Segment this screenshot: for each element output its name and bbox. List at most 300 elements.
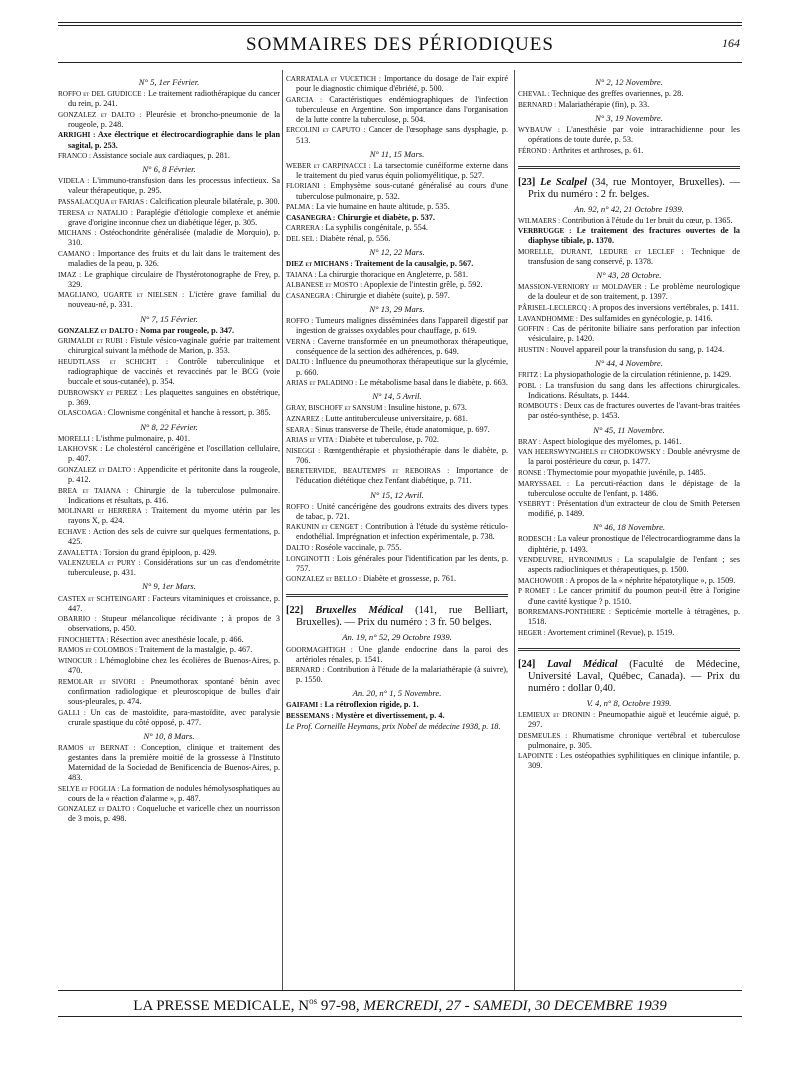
article-authors: MOLINARI et HERRERA : — [58, 507, 148, 516]
article-authors: LONGINOTTI : — [286, 554, 335, 563]
journal-heading — [518, 177, 740, 201]
article-authors: DALTO : — [286, 544, 314, 553]
article-title: Résection avec anesthésie locale, p. 466. — [110, 634, 244, 644]
article-entry — [58, 444, 280, 464]
article-title: Importance du dosage de l'air expiré pour le diagnostic chimique d'ébriété, p. 500. — [296, 74, 509, 94]
article-entry — [286, 543, 508, 553]
article-entry — [286, 181, 508, 201]
article-authors: CHEVAL : — [518, 90, 550, 99]
article-title: Torsion du grand épiploon, p. 429. — [103, 547, 217, 557]
article-entry — [58, 614, 280, 634]
article-title: Le cancer primitif du poumon peut-il être à l'origine d'une cavité kystique ? p. 1510. — [528, 586, 741, 606]
article-authors: ARIAS et PALADINO : — [286, 379, 358, 388]
section-divider — [518, 648, 740, 651]
article-title: Noma par rougeole, p. 347. — [140, 325, 235, 335]
article-authors: GONZALEZ et DALTO : — [58, 805, 135, 814]
article-title: Diabète rénal, p. 556. — [319, 233, 391, 243]
article-authors: MORELLI : — [58, 434, 94, 443]
article-title: L'hémoglobine chez les écolières de Buenos-Aires, p. 470. — [68, 656, 280, 676]
article-authors: DIEZ et MICHANS : — [286, 260, 353, 269]
article-authors: ROFFO et DEL GIUDICCE : — [58, 90, 146, 99]
article-title: Unité cancérigène des goudrons extraits des divers types de tabac, p. 721. — [296, 501, 508, 521]
article-title: Présentation d'un extracteur de clou de Smith Petersen modifié, p. 1489. — [528, 499, 741, 519]
article-authors: REMOLAR et SIVORI : — [58, 677, 144, 686]
article-authors: GONZALEZ et DALTO : — [58, 326, 138, 335]
column-1 — [58, 74, 280, 825]
issue-date: N° 10, 8 Mars. — [143, 730, 195, 741]
article-entry — [286, 337, 508, 357]
article-title: Rœntgenthérapie et physiothérapie dans le diabète, p. 706. — [296, 445, 508, 465]
issue-date: An. 92, n° 42, 21 Octobre 1939. — [574, 203, 684, 214]
article-entry — [58, 270, 280, 290]
article-entry — [286, 202, 508, 212]
article-title: La percuti-réaction dans le dépistage de la tuberculose occulte de l'enfant, p. 1486. — [528, 478, 740, 498]
article-authors: BERNARD : — [518, 100, 557, 109]
article-entry — [58, 784, 280, 804]
article-title: Le traitement radiothérapique du cancer du rein, p. 241. — [68, 89, 280, 109]
issue-date: N° 12, 22 Mars. — [369, 247, 425, 257]
article-title: Contribution à l'étude du système réticulo-endothélial. Imprégnation et infection expérimentale, p. 738. — [296, 522, 508, 542]
article-entry — [286, 95, 508, 125]
article-authors: GONZALEZ et DALTO : — [58, 110, 142, 119]
article-authors: HUSTIN : — [518, 345, 549, 354]
article-entry — [518, 607, 740, 627]
article-entry — [58, 548, 280, 558]
article-title: Un cas de mastoïdite, para-mastoïdite, avec paralysie crurale spastique du côté opposé, p. 477. — [68, 707, 280, 727]
article-entry — [58, 151, 280, 161]
footer-date: MERCREDI, 27 - SAMEDI, 30 DECEMBRE 1939 — [363, 998, 667, 1014]
article-entry — [286, 223, 508, 233]
article-authors: RAMOS et COLOMBOS : — [58, 646, 137, 655]
article-title: Les ostéopathies syphilitiques en clinique infantile, p. 309. — [528, 751, 741, 771]
article-title: Le problème neurologique de la douleur et de son traitement, p. 1397. — [528, 282, 741, 302]
article-title: La chirurgie thoracique en Angleterre, p. 581. — [318, 269, 469, 279]
article-title: Avortement criminel (Revue), p. 1519. — [547, 627, 675, 637]
article-authors: ROFFO : — [286, 502, 314, 511]
article-title: Deux cas de fractures ouvertes de l'avant-bras traitées par ostéo-synthèse, p. 1453. — [528, 401, 740, 421]
article-authors: FLORIANI : — [286, 182, 326, 191]
article-authors: DALTO : — [286, 358, 314, 367]
article-authors: AZNAREZ : — [286, 414, 324, 423]
article-authors: BERETERVIDE, BEAUTEMPS et REBOIRAS : — [286, 467, 450, 476]
article-entry — [518, 468, 740, 478]
article-entry: Le Prof. Corneille Heymans, prix Nobel de médecine 1938, p. 18. — [286, 721, 501, 731]
article-authors: ARRIGHI : — [58, 131, 96, 140]
article-entry — [518, 282, 740, 302]
article-entry — [518, 216, 740, 226]
article-title: Fistule vésico-vaginale guérie par traitement chirurgical suivant la méthode de Marion, p. 353. — [68, 336, 280, 356]
article-title: Malariathérapie (fin), p. 33. — [558, 99, 650, 109]
article-entry — [286, 700, 508, 710]
article-authors: CARRERA : — [286, 224, 324, 233]
issue-date: N° 3, 19 Novembre. — [595, 112, 663, 123]
article-title: Coqueluche et varicelle chez un nourrisson de 3 mois, p. 498. — [68, 804, 280, 824]
article-entry — [286, 213, 508, 223]
footer-sup: os — [309, 996, 318, 1006]
article-entry — [58, 558, 280, 578]
article-entry — [286, 446, 508, 466]
article-entry — [518, 751, 740, 771]
journal-info: (141, rue Belliart, Bruxelles). — Prix du numéro : 3 fr. 50 belges. — [296, 605, 508, 629]
footer-rule — [58, 990, 742, 991]
article-title: Sinus transverse de Theile, étude anatomique, p. 697. — [315, 424, 490, 434]
article-entry — [58, 388, 280, 408]
article-authors: MICHANS : — [58, 229, 97, 238]
article-title: A propos de la « néphrite hépatotylique », p. 1509. — [569, 575, 736, 585]
article-authors: ROFFO : — [286, 317, 314, 326]
article-title: Apoplexie de l'intestin grêle, p. 592. — [363, 280, 483, 290]
article-authors: WYBAUW : — [518, 125, 560, 134]
article-entry — [286, 554, 508, 574]
article-entry — [58, 656, 280, 676]
column-3 — [518, 74, 740, 772]
article-authors: RODESCH : — [518, 535, 556, 544]
article-entry — [58, 527, 280, 547]
article-authors: MORELLE, DURANT, LEDURE et LECLEF : — [518, 248, 684, 257]
article-title: L'anesthésie par voie intrarachidienne pour les opérations de toute durée, p. 53. — [528, 124, 740, 144]
article-authors: FINOCHIETTA : — [58, 635, 109, 644]
article-authors: RONSE : — [518, 468, 546, 477]
article-title: Pleurésie et broncho-pneumonie de la rougeole, p. 248. — [68, 109, 280, 129]
journal-info: (34, rue Montoyer, Bruxelles). — Prix du numéro : 2 fr. belges. — [528, 176, 740, 200]
article-title: Contribution à l'étude de la malariathérapie (à suivre), p. 1550. — [296, 665, 509, 685]
article-authors: ARIAS et VITA : — [286, 436, 338, 445]
article-title: Lutte antituberculeuse universitaire, p. 681. — [325, 413, 468, 423]
article-entry — [286, 74, 508, 94]
article-entry — [518, 534, 740, 554]
article-title: Rhumatisme chronique vertébral et tuberculose pulmonaire, p. 305. — [528, 730, 741, 750]
issue-date: N° 43, 28 Octobre. — [596, 270, 662, 281]
article-authors: BERNARD : — [286, 666, 325, 675]
article-title: Appendicite et péritonite dans la rougeole, p. 412. — [68, 464, 280, 484]
article-title: Traitement de la mastalgie, p. 467. — [138, 645, 253, 655]
article-title: Nouvel appareil pour la transfusion du sang, p. 1424. — [550, 344, 725, 354]
article-title: Pneumopathie aiguë et leucémie aiguë, p. 297. — [528, 710, 740, 730]
article-entry — [58, 130, 280, 150]
article-entry — [58, 434, 280, 444]
header-rule — [58, 62, 742, 63]
article-authors: GONZALEZ et DALTO : — [58, 465, 136, 474]
article-entry — [518, 247, 740, 267]
issue-date: N° 46, 18 Novembre. — [592, 522, 666, 533]
article-entry — [518, 125, 740, 145]
article-entry — [286, 357, 508, 377]
article-title: Chirurgie de la tuberculose pulmonaire. Indications et résultats, p. 416. — [68, 485, 280, 505]
article-entry — [286, 665, 508, 685]
article-title: Facteurs vitaminiques et croissance, p. 447. — [68, 593, 280, 613]
article-title: Importance de l'éducation diététique chez l'enfant diabétique, p. 711. — [296, 466, 509, 486]
article-authors: VALENZUELA et PURY : — [58, 559, 141, 568]
article-entry — [518, 628, 740, 638]
article-entry — [58, 228, 280, 248]
article-authors: GOFFIN : — [518, 325, 550, 334]
article-entry — [58, 594, 280, 614]
article-authors: WINOCUR : — [58, 657, 97, 666]
article-entry — [58, 89, 280, 109]
article-entry — [58, 290, 280, 310]
article-title: La tarsectomie cunéiforme externe dans le traitement du pied varus équin poliomyélitique, p. 527. — [296, 160, 509, 180]
journal-name: Le Scalpel — [540, 176, 587, 188]
article-title: Traitement de la causalgie, p. 567. — [354, 259, 474, 269]
article-title: La physiopathologie de la circulation rétinienne, p. 1429. — [543, 370, 732, 380]
article-title: Septicémie mortelle à tétragènes, p. 1518. — [528, 607, 740, 627]
article-entry — [286, 435, 508, 445]
article-entry — [518, 345, 740, 355]
article-authors: LEMIEUX et DRONIN : — [518, 711, 596, 719]
article-authors: MACHOWOIR : — [518, 576, 568, 585]
issue-date: N° 14, 5 Avril. — [372, 391, 422, 402]
article-entry — [518, 370, 740, 380]
article-title: La transfusion du sang dans les affections chirurgicales. Indications. Résultats, p. 1444. — [528, 380, 740, 400]
article-entry — [286, 270, 508, 280]
article-title: Clownisme congénital et hanche à ressort, p. 385. — [107, 408, 271, 418]
article-authors: OBARRIO : — [58, 615, 97, 624]
article-authors: LAPOINTE : — [518, 752, 558, 761]
issue-date: N° 13, 29 Mars. — [369, 303, 425, 314]
article-title: Le traitement des fractures ouvertes de la diaphyse tibiale, p. 1370. — [528, 226, 740, 246]
article-entry — [286, 234, 508, 244]
article-title: La vie humaine en haute altitude, p. 535. — [315, 202, 450, 212]
article-authors: BRAY : — [518, 437, 541, 446]
issue-date: N° 15, 12 Avril. — [370, 489, 424, 500]
article-authors: HEGER : — [518, 628, 546, 637]
article-authors: DEL SEL : — [286, 234, 318, 243]
section-divider — [286, 594, 508, 597]
column-separator-1 — [282, 70, 283, 990]
article-title: La rétroflexion rigide, p. 1. — [324, 700, 419, 710]
article-authors: FRITZ : — [518, 371, 542, 380]
article-authors: GALLI : — [58, 708, 86, 717]
article-authors: P ROMET : — [518, 587, 556, 596]
article-authors: DESMEULES : — [518, 731, 568, 740]
article-authors: ZAVALETTA : — [58, 548, 102, 557]
footer-journal: LA PRESSE MEDICALE, N — [133, 998, 310, 1014]
issue-date: V. 4, n° 8, Octobre 1939. — [586, 697, 672, 708]
article-title: La formation de nodules hémolysosphatiques au cours de la « réaction d'alarme », p. 487. — [68, 783, 280, 803]
article-authors: GRAY, BISCHOFF et SANSUM : — [286, 404, 387, 413]
article-title: L'isthme pulmonaire, p. 401. — [95, 433, 191, 443]
article-authors: CASTEX et SCHTEINGART : — [58, 594, 150, 603]
article-entry — [518, 479, 740, 499]
article-authors: VENDEUVRE, HYRONIMUS : — [518, 556, 620, 565]
issue-date: N° 45, 11 Novembre. — [593, 424, 665, 435]
article-authors: CAMANO : — [58, 250, 95, 258]
footer-rule-2 — [58, 1016, 742, 1017]
article-title: Ostéochondrite généralisée (maladie de Morquio), p. 310. — [68, 228, 281, 248]
article-title: Le métabolisme basal dans le diabète, p. 663. — [359, 378, 508, 388]
article-entry — [286, 280, 508, 290]
article-authors: POBL : — [518, 381, 542, 390]
article-title: Assistance sociale aux cardiaques, p. 281. — [92, 151, 230, 161]
issue-date: N° 11, 15 Mars. — [369, 148, 425, 159]
article-authors: TAIANA : — [286, 270, 317, 279]
article-authors: SEARA : — [286, 425, 313, 434]
article-authors: GAIFAMI : — [286, 701, 323, 710]
article-authors: ECHAVE : — [58, 527, 91, 536]
article-entry — [286, 259, 508, 269]
article-entry — [286, 291, 508, 301]
article-entry — [286, 161, 508, 181]
journal-heading — [518, 659, 740, 695]
article-authors: MASSION-VERNIORY et MOLDAVER : — [518, 283, 647, 292]
top-rule-2 — [58, 25, 742, 26]
article-entry — [58, 208, 280, 228]
issue-date: N° 2, 12 Novembre. — [595, 77, 663, 87]
article-entry — [518, 437, 740, 447]
article-authors: FÉROND : — [518, 146, 551, 155]
article-title: Chirurgie et diabète (suite), p. 597. — [335, 290, 450, 300]
article-title: Diabète et grossesse, p. 761. — [363, 574, 457, 584]
article-title: Paraplégie d'étiologie complexe et anémie grave d'origine inconnue chez un diabétique léger, p. 305. — [68, 207, 280, 227]
article-authors: NISEGGI : — [286, 446, 321, 455]
article-title: La syphilis congénitale, p. 554. — [325, 223, 428, 233]
article-title: Le graphique circulaire de l'hystérotonographe de Frey, p. 329. — [68, 269, 280, 289]
article-title: Caractéristiques endémiographiques de l'infection tuberculeuse en Argentine. Son importance dans l'organisation de la lutte contre la tuberculose, p. 504. — [296, 94, 509, 124]
article-authors: HEUDTLASS et SCHICHT : — [58, 357, 169, 366]
article-entry — [286, 425, 508, 435]
article-authors: SELYE et FOGLIA : — [58, 784, 120, 793]
article-title: Influence du pneumothorax thérapeutique sur la glycémie, p. 660. — [296, 357, 509, 377]
article-entry — [518, 324, 740, 344]
article-authors: WEBER et CARPINACCI : — [286, 161, 371, 170]
article-entry — [518, 576, 740, 586]
journal-number: [24] — [518, 658, 536, 670]
journal-number: [23] — [518, 176, 536, 188]
article-authors: CASANEGRA : — [286, 291, 334, 300]
article-title: Insuline histone, p. 673. — [388, 403, 467, 413]
article-entry — [58, 486, 280, 506]
section-divider — [518, 166, 740, 169]
article-entry — [518, 447, 740, 467]
article-authors: YSEBRYT : — [518, 500, 555, 509]
article-title: Traitement du myome utérin par les rayons X, p. 424. — [68, 506, 280, 526]
article-authors: RAMOS et BERNAT : — [58, 743, 136, 752]
article-entry — [518, 586, 740, 606]
issue-date: N° 8, 22 Février. — [140, 421, 198, 432]
article-entry — [518, 401, 740, 421]
article-entry — [286, 522, 508, 542]
article-title: Les plaquettes sanguines en obstétrique, p. 369. — [68, 387, 281, 407]
article-authors: ALBANESE et MOSTO : — [286, 281, 363, 290]
article-entry — [286, 574, 508, 584]
article-title: Importance des fruits et du lait dans le traitement des maladies de la peau, p. 326. — [68, 249, 280, 269]
article-title: Thymectomie pour myopathie juvénile, p. 1485. — [547, 467, 706, 477]
article-entry — [518, 100, 740, 110]
issue-date: An. 20, n° 1, 5 Novembre. — [352, 688, 442, 699]
article-title: Roséole vaccinale, p. 755. — [315, 543, 402, 553]
issue-date: N° 44, 4 Novembre. — [595, 357, 663, 368]
article-authors: VERBRUGGE : — [518, 227, 572, 236]
article-title: Pneumothorax spontané bénin avec confirmation radiologique et pleuroscopique de bulles d'air sous-pleurales, p. 474. — [68, 676, 280, 706]
article-authors: GOORMAGHTIGH : — [286, 645, 353, 654]
article-entry — [58, 197, 280, 207]
article-title: Caverne transformée en un pneumothorax thérapeutique, conséquence de la section des adhérences, p. 649. — [296, 336, 509, 356]
journal-name: Laval Médical — [547, 658, 618, 670]
article-entry — [58, 357, 280, 387]
article-title: La scapulalgie de l'enfant ; ses aspects radiocliniques et thérapeutiques, p. 1500. — [528, 555, 740, 575]
article-authors: WILMAERS : — [518, 216, 561, 225]
article-entry — [58, 249, 280, 269]
article-entry — [58, 110, 280, 130]
article-entry — [286, 466, 508, 486]
footer-numbers: 97-98, — [317, 998, 364, 1014]
article-authors: VAN HEERSWYNGHELS et CHODKOWSKY : — [518, 448, 665, 457]
article-entry — [518, 731, 740, 751]
top-rule — [58, 22, 742, 23]
article-entry — [286, 502, 508, 522]
article-title: Cancer de l'œsophage sans dysphagie, p. 513. — [296, 125, 509, 145]
article-entry — [58, 743, 280, 783]
article-entry — [286, 125, 508, 145]
article-title: Double anévrysme de la paroi postérieure du cœur, p. 1477. — [528, 447, 741, 467]
article-title: Chirurgie et diabète, p. 537. — [337, 212, 435, 222]
article-authors: RAKUNIN et CENGET : — [286, 523, 363, 532]
article-entry — [58, 635, 280, 645]
article-entry — [518, 499, 740, 519]
article-title: Cas de péritonite biliaire sans perforation par infection vésiculaire, p. 1420. — [528, 324, 740, 344]
article-entry — [58, 408, 280, 418]
journal-info: (Faculté de Médecine, Université Laval, Québec, Canada). — Prix du numéro : dollar 0,40. — [528, 658, 740, 694]
article-title: Considérations sur un cas d'endométrite tuberculeuse, p. 431. — [68, 558, 280, 578]
article-authors: LAVANDHOMME : — [518, 314, 578, 323]
article-authors: MARYSSAEL : — [518, 479, 570, 488]
article-title: Emphysème sous-cutané généralisé au cours d'une tuberculose pulmonaire, p. 532. — [296, 181, 508, 201]
article-entry — [286, 378, 508, 388]
article-title: Stupeur mélancolique récidivante ; à propos de 3 observations, p. 450. — [68, 614, 281, 634]
article-authors: ERCOLINI et CAPUTO : — [286, 126, 366, 135]
article-title: Contrôle tuberculinique et radiographique de vaccinés et revaccinés par le BCG (voie buccale et sous-cutanée), p. 354. — [68, 356, 281, 387]
journal-heading — [286, 605, 508, 629]
article-entry — [58, 336, 280, 356]
article-authors: CASANEGRA : — [286, 213, 336, 222]
article-entry — [58, 804, 280, 824]
article-entry — [286, 316, 508, 336]
article-authors: LAKHOVSK : — [58, 445, 103, 454]
page-footer — [58, 996, 742, 1015]
article-authors: GONZALEZ et BELLO : — [286, 575, 361, 584]
article-authors: VIDELA : — [58, 177, 90, 186]
article-title: Le cholestérol cancérigène et l'oscillation cellulaire, p. 407. — [68, 444, 281, 464]
article-entry — [58, 465, 280, 485]
article-authors: GRIMALDI et RUBI : — [58, 337, 128, 346]
journal-number: [22] — [286, 605, 304, 617]
column-separator-2 — [514, 70, 515, 990]
article-title: Technique des greffes ovariennes, p. 28. — [551, 89, 684, 99]
article-title: Aspect biologique des myélomes, p. 1461. — [542, 436, 682, 446]
article-title: L'ictère grave familial du nouveau-né, p. 331. — [68, 290, 280, 310]
article-title: Axe électrique et électrocardiographie dans le plan sagital, p. 253. — [68, 130, 280, 150]
article-authors: OLASCOAGA : — [58, 409, 106, 418]
article-entry — [58, 326, 280, 336]
article-entry — [58, 645, 280, 655]
article-authors: TERESA et NATALIO : — [58, 208, 133, 217]
article-title: Lois générales pour l'identification par les dents, p. 757. — [296, 553, 508, 573]
journal-name: Bruxelles Médical — [315, 605, 404, 617]
article-authors: BORREMANS-PONTHIERE : — [518, 608, 611, 617]
article-title: Action des sels de cuivre sur quelques fermentations, p. 425. — [68, 526, 280, 547]
article-title: Une glande endocrine dans la paroi des artérioles rénales, p. 1541. — [296, 644, 508, 664]
article-authors: VERNA : — [286, 337, 315, 346]
article-title: A propos des inversions vertébrales, p. 1411. — [592, 303, 739, 312]
article-title: L'immuno-transfusion dans les processus infectieux. Sa valeur thérapeutique, p. 295. — [68, 176, 280, 196]
article-entry — [518, 146, 740, 156]
article-entry — [58, 506, 280, 526]
article-authors: BESSEMANS : — [286, 712, 334, 721]
article-entry — [286, 645, 508, 665]
article-entry — [58, 708, 280, 728]
article-authors: BREA et TAIANA : — [58, 486, 129, 495]
article-entry — [58, 677, 280, 707]
